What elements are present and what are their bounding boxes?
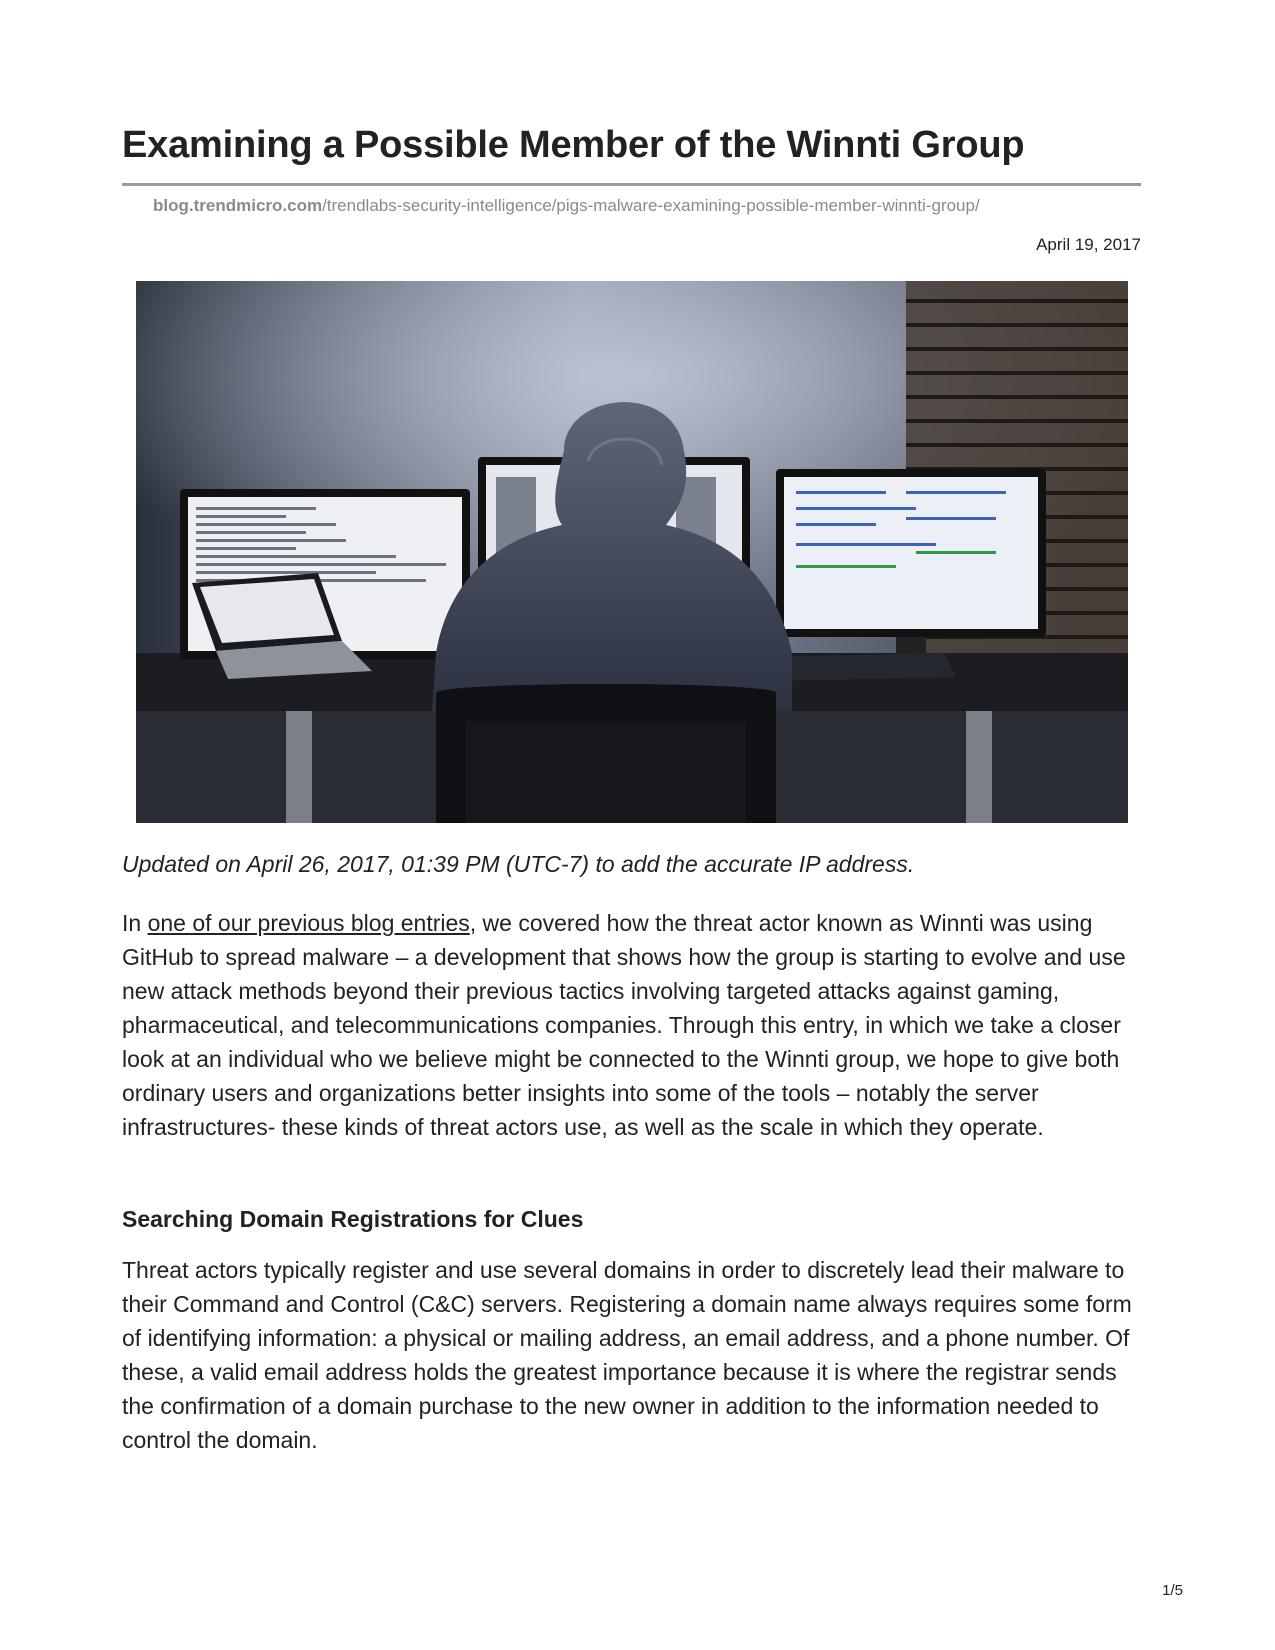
article-title: Examining a Possible Member of the Winnti Group <box>122 124 1025 166</box>
domain-registration-paragraph: Threat actors typically register and use several domains in order to discretely lead their malware to their Command and Control (C&C) servers. Registering a domain name always requires some form of identifying information: a physical or mailing address, an email address, and a phone number. Of these, a valid email address holds the greatest importance because it is where the registrar sends the confirmation of a domain purchase to the new owner in addition to the information needed to control the domain. <box>122 1257 1132 1453</box>
title-divider <box>122 183 1141 186</box>
intro-prefix: In <box>122 910 148 936</box>
hero-image <box>136 281 1128 823</box>
url-path: /trendlabs-security-intelligence/pigs-malware-examining-possible-member-winnti-group/ <box>322 196 980 215</box>
source-url[interactable] <box>153 196 1143 216</box>
page-number: 1/5 <box>1162 1582 1183 1599</box>
intro-paragraph <box>122 906 1144 1144</box>
update-note: Updated on April 26, 2017, 01:39 PM (UTC-7) to add the accurate IP address. <box>122 851 915 877</box>
hooded-hacker-illustration <box>136 281 1128 823</box>
previous-blog-link[interactable]: one of our previous blog entries <box>147 910 470 936</box>
url-domain: blog.trendmicro.com <box>153 196 323 215</box>
publish-date: April 19, 2017 <box>1036 235 1141 254</box>
section-heading: Searching Domain Registrations for Clues <box>122 1206 584 1232</box>
intro-body: , we covered how the threat actor known as Winnti was using GitHub to spread malware – a development that shows how the group is starting to evolve and use new attack methods beyond their previous tactics involving targeted attacks against gaming, pharmaceutical, and telecommunications companies. Through this entry, in which we take a closer look at an individual who we believe might be connected to the Winnti group, we hope to give both ordinary users and organizations better insights into some of the tools – notably the server infrastructures- these kinds of threat actors use, as well as the scale in which they operate. <box>122 910 1126 1140</box>
